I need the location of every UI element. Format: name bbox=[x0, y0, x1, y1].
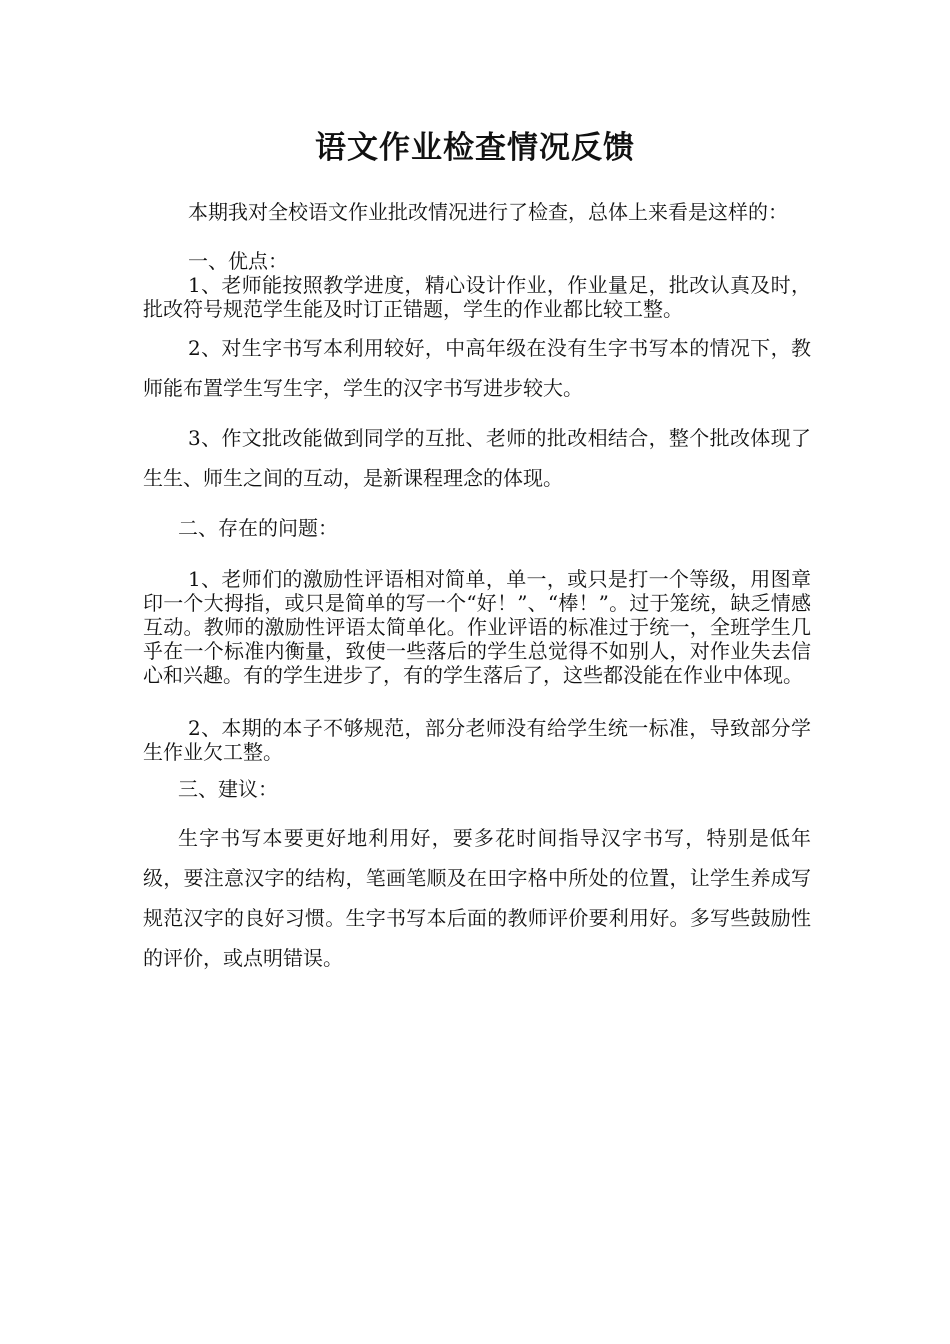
document-title: 语文作业检查情况反馈 bbox=[315, 130, 635, 166]
strength-item-2: 2、对生字书写本利用较好，中高年级在没有生字书写本的情况下，教师能布置学生写生字，学生的汉字书写进步较大。 bbox=[143, 336, 811, 400]
section-heading-suggestions: 三、建议： bbox=[178, 777, 278, 801]
strength-item-1: 1、老师能按照教学进度，精心设计作业，作业量足，批改认真及时，批改符号规范学生能及时订正错题，学生的作业都比较工整。 bbox=[143, 273, 811, 321]
problem-item-1: 1、老师们的激励性评语相对简单，单一，或只是打一个等级，用图章印一个大拇指，或只是简单的写一个“好！”、“棒！”。过于笼统，缺乏情感互动。教师的激励性评语太简单化。作业评语的标准过于统一，全班学生几乎在一个标准内衡量，致使一些落后的学生总觉得不如别人，对作业失去信心和兴趣。有的学生进步了，有的学生落后了，这些都没能在作业中体现。 bbox=[143, 567, 811, 687]
intro-paragraph: 本期我对全校语文作业批改情况进行了检查，总体上来看是这样的： bbox=[188, 200, 788, 224]
suggestion-paragraph: 生字书写本要更好地利用好，要多花时间指导汉字书写，特别是低年级，要注意汉字的结构，笔画笔顺及在田字格中所处的位置，让学生养成写规范汉字的良好习惯。生字书写本后面的教师评价要利用好。多写些鼓励性的评价，或点明错误。 bbox=[143, 826, 811, 970]
strength-item-3: 3、作文批改能做到同学的互批、老师的批改相结合，整个批改体现了生生、师生之间的互动，是新课程理念的体现。 bbox=[143, 426, 811, 490]
section-heading-strengths: 一、优点： bbox=[188, 249, 288, 273]
problem-item-2: 2、本期的本子不够规范，部分老师没有给学生统一标准，导致部分学生作业欠工整。 bbox=[143, 716, 811, 764]
section-heading-problems: 二、存在的问题： bbox=[178, 516, 338, 540]
